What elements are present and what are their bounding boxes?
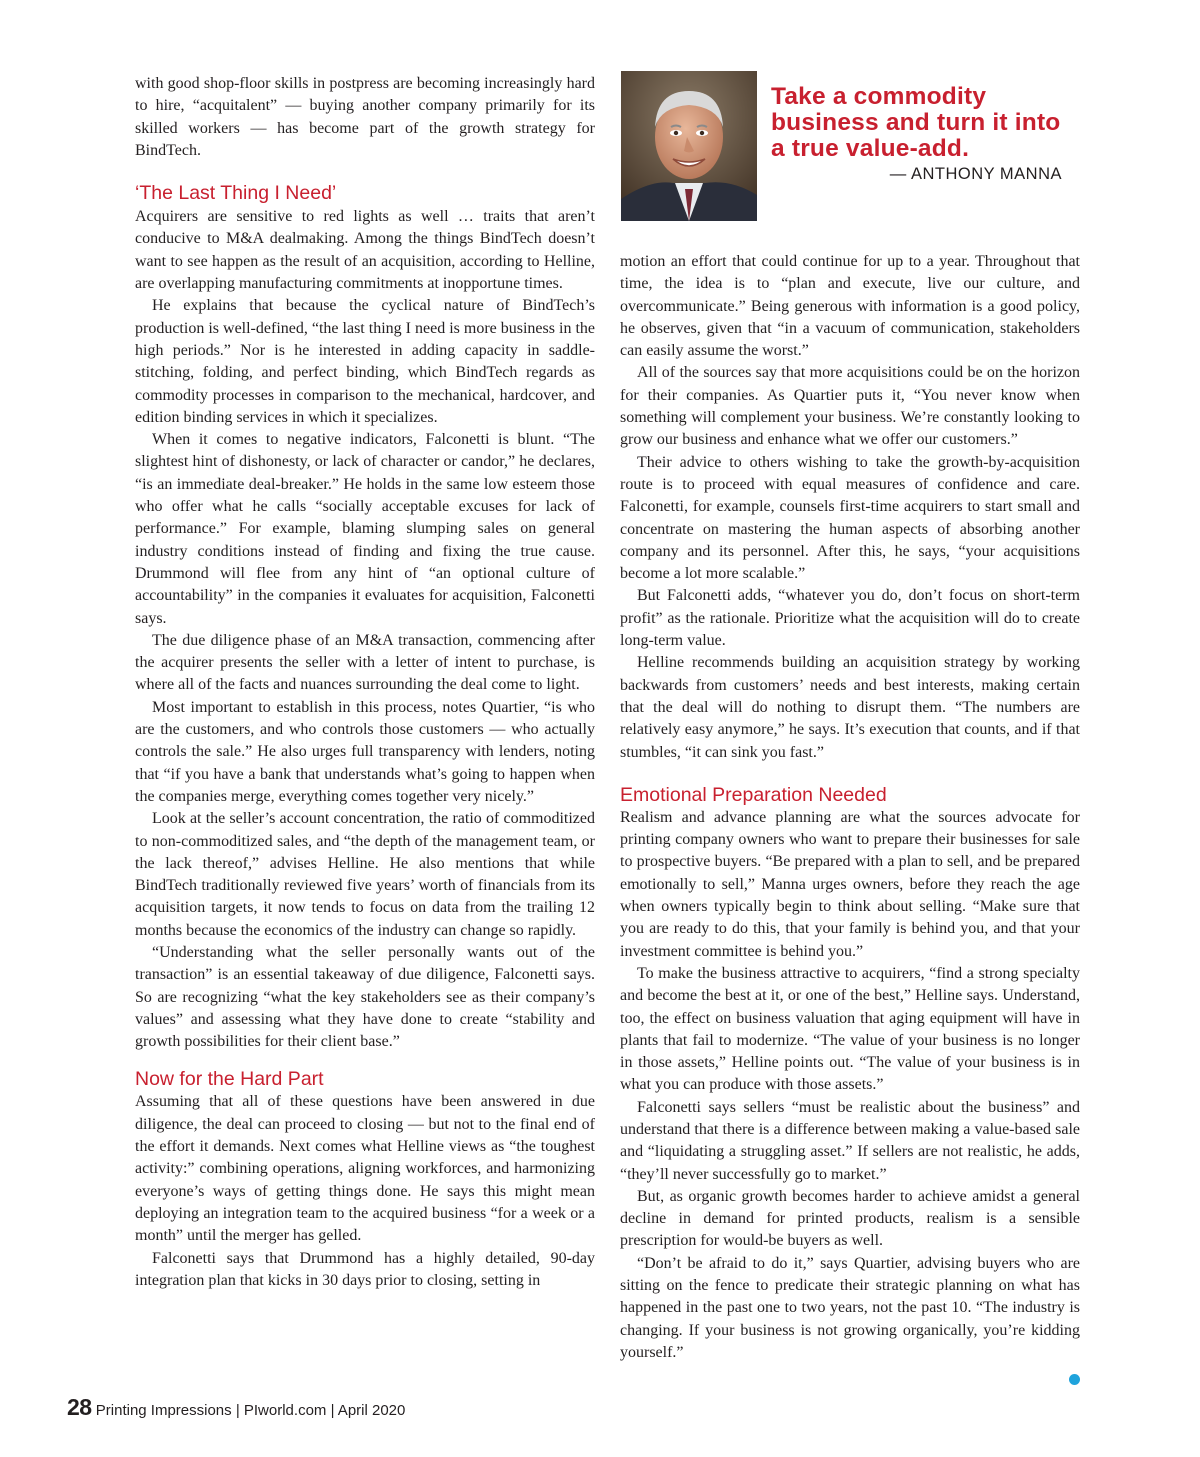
body-paragraph: Falconetti says sellers “must be realistic about the business” and understand that there is a difference between making a value-based sale and “liquidating a struggling asset.” If sellers are not realistic, he adds, “they’ll never successfully go to market.” bbox=[620, 1098, 1080, 1183]
body-paragraph: The due diligence phase of an M&A transaction, commencing after the acquirer presents the seller with a letter of intent to purchase, is where all of the facts and nuances surrounding the deal come to light. bbox=[135, 631, 595, 694]
right-column bbox=[620, 251, 1080, 1364]
portrait-photo-icon bbox=[621, 71, 757, 221]
pull-quote bbox=[771, 84, 1081, 184]
body-paragraph: Look at the seller’s account concentration, the ratio of commoditized to non-commoditized sales, and “the depth of the management team, or the lack thereof,” advises Helline. He also mentions that while BindTech traditionally reviewed five years’ worth of financials from its acquisition targets, it now tends to focus on data from the trailing 12 months because the economics of the industry can change so rapidly. bbox=[135, 810, 595, 939]
subheading-hard-part: Now for the Hard Part bbox=[135, 1068, 324, 1091]
body-paragraph: But Falconetti adds, “whatever you do, don’t focus on short-term profit” as the rationale. Prioritize what the acquisition will do to create long-term value. bbox=[620, 587, 1080, 650]
pull-quote-text: Take a commodity business and turn it into a true value-add. bbox=[771, 83, 1061, 162]
body-paragraph: “Don’t be afraid to do it,” says Quartier, advising buyers who are sitting on the fence to predicate their strategic planning on what has happened in the past one to two years, not the past 10. “The industry is changing. If your business is not growing organically, you’re kidding yourself.” bbox=[620, 1254, 1080, 1361]
pull-quote-attribution: — ANTHONY MANNA bbox=[889, 165, 1062, 183]
footer-publication: Printing Impressions | PIworld.com | April 2020 bbox=[95, 1402, 406, 1419]
body-paragraph: Most important to establish in this process, notes Quartier, “is who are the customers, and who controls those customers — who actually controls the sale.” He also urges full transparency with lenders, noting that “if you have a bank that understands what’s going to happen when the companies merge, everything comes together very nicely.” bbox=[135, 698, 595, 805]
portrait-illustration bbox=[621, 71, 757, 221]
subheading-emotional-preparation: Emotional Preparation Needed bbox=[620, 783, 887, 806]
end-of-article-dot-icon bbox=[1069, 1374, 1080, 1385]
body-paragraph: Helline recommends building an acquisition strategy by working backwards from customers’ needs and best interests, making certain that the deal will do nothing to disrupt them. “The numbers are relatively easy anymore,” he says. It’s execution that counts, and if that stumbles, “it can sink you fast.” bbox=[620, 654, 1080, 761]
body-paragraph: Acquirers are sensitive to red lights as well … traits that aren’t conducive to M&A dealmaking. Among the things BindTech doesn’t want to see happen as the result of an acquisition, according to Helline, are overlapping manufacturing commitments at inopportune times. bbox=[135, 208, 595, 293]
body-paragraph: All of the sources say that more acquisitions could be on the horizon for their companies. As Quartier puts it, “You never know when something will complement your business. We’re constantly looking to grow our business and enhance what we offer our customers.” bbox=[620, 364, 1080, 449]
body-paragraph: “Understanding what the seller personally wants out of the transaction” is an essential takeaway of due diligence, Falconetti says. So are recognizing “what the key stakeholders see as their company’s values” and assessing what they have done to create “stability and growth possibilities for their client base.” bbox=[135, 943, 595, 1051]
body-paragraph: Their advice to others wishing to take the growth-by-acquisition route is to proceed with equal measures of confidence and care. Falconetti, for example, counsels first-time acquirers to start small and concentrate on mastering the human aspects of absorbing another company and its personnel. After this, he says, “your acquisitions become a lot more scalable.” bbox=[620, 453, 1080, 583]
body-paragraph: Assuming that all of these questions have been answered in due diligence, the deal can proceed to closing — but not to the final end of the effort it demands. Next comes what Helline views as “the toughest activity:” combining operations, aligning workforces, and harmonizing everyone’s ways of getting things done. He says this might mean deploying an integration team to the acquired business “for a week or a month” until the merger has gelled. bbox=[135, 1093, 595, 1245]
body-paragraph: When it comes to negative indicators, Falconetti is blunt. “The slightest hint of dishonesty, or lack of character or candor,” he declares, “is an immediate deal-breaker.” He holds in the same low esteem those who offer what he calls “socially acceptable excuses for lack of performance.” For example, blaming slumping sales on general industry conditions instead of finding and fixing the true cause. Drummond will flee from any hint of “an optional culture of accountability” in the companies it evaluates for acquisition, Falconetti says. bbox=[135, 431, 595, 627]
body-paragraph: with good shop-floor skills in postpress are becoming increasingly hard to hire, “acquitalent” — buying another company primarily for its skilled workers — has become part of the growth strategy for BindTech. bbox=[135, 75, 595, 159]
body-paragraph: Realism and advance planning are what the sources advocate for printing company owners who want to prepare their businesses for sale to prospective buyers. “Be prepared with a plan to sell, and be prepared emotionally to sell,” Manna urges owners, before they reach the age when owners typically begin to think about selling. “Make sure that you are ready to do this, that your family is behind you, and that your investment committee is behind you.” bbox=[620, 808, 1080, 960]
body-paragraph: Falconetti says that Drummond has a highly detailed, 90-day integration plan that kicks in 30 days prior to closing, setting in bbox=[135, 1249, 595, 1289]
body-paragraph: But, as organic growth becomes harder to achieve amidst a general decline in demand for printed products, realism is a sensible prescription for would-be buyers as well. bbox=[620, 1187, 1080, 1250]
subheading-last-thing: ‘The Last Thing I Need’ bbox=[135, 182, 337, 205]
body-paragraph: To make the business attractive to acquirers, “find a strong specialty and become the best at it, or one of the best,” Helline says. Understand, too, the effect on business valuation that aging equipment will have in plants that fail to modernize. “The value of your business is no longer in those assets,” Helline points out. “The value of your business is in what you can produce with those assets.” bbox=[620, 964, 1080, 1094]
page-footer bbox=[67, 1394, 405, 1421]
page-number: 28 bbox=[67, 1394, 92, 1420]
body-paragraph: motion an effort that could continue for up to a year. Throughout that time, the idea is to “plan and execute, live our culture, and overcommunicate.” Being generous with information is a good policy, he observes, given that “in a vacuum of communication, stakeholders can easily assume the worst.” bbox=[620, 253, 1080, 360]
body-paragraph: He explains that because the cyclical nature of BindTech’s production is well-defined, “the last thing I need is more business in the high periods.” Nor is he interested in adding capacity in saddle-stitching, folding, and perfect binding, which BindTech regards as commodity processes in comparison to the mechanical, hardcover, and edition binding services in which it specializes. bbox=[135, 297, 595, 426]
left-column bbox=[135, 73, 595, 1292]
